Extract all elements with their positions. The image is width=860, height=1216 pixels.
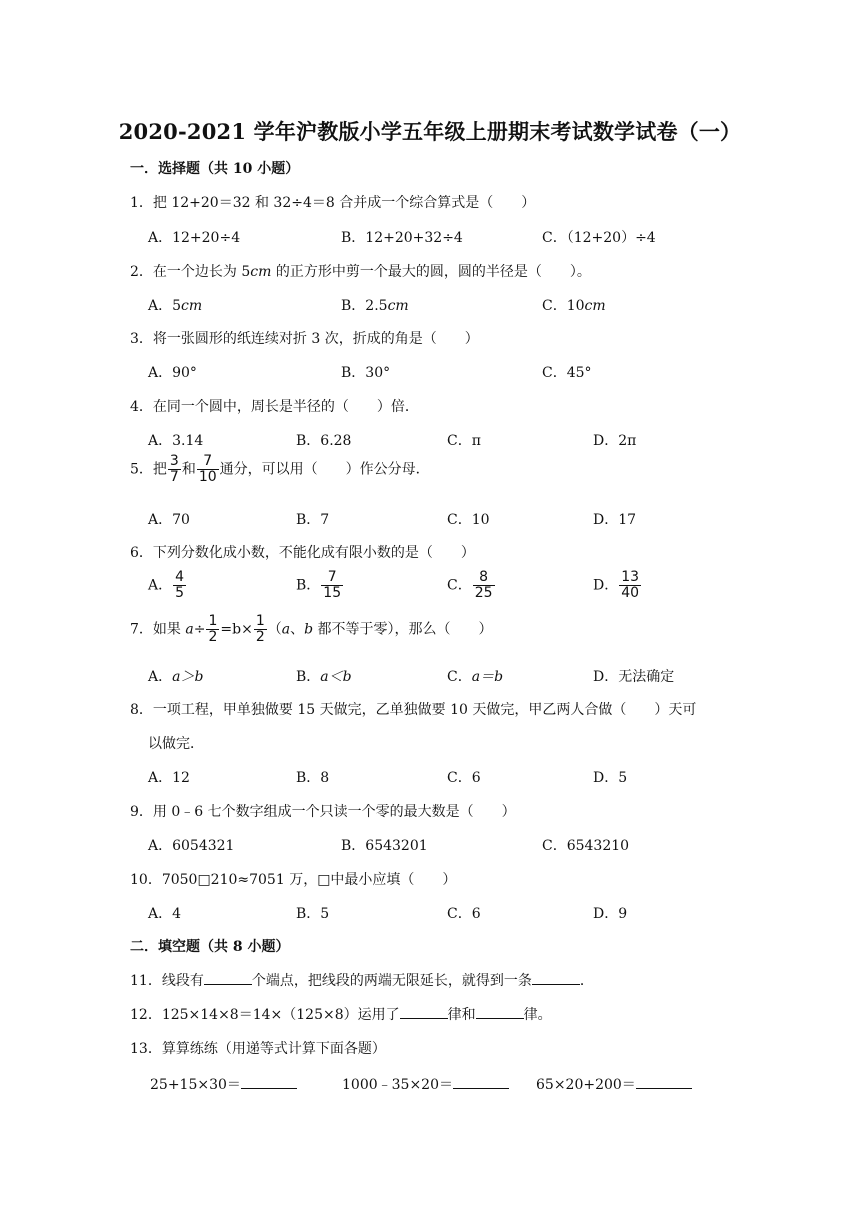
q5-option-c: C．10 [447, 512, 490, 528]
q10-option-a: A．4 [148, 906, 182, 922]
question-2 [130, 261, 591, 281]
question-5: 5．把 $\frac{3}{7}$ 和 $\frac{7}{10}$ 通分，可以用（ ）作公分母． [130, 453, 430, 485]
section-heading-fill: 二．填空题（共 8 小题） [130, 939, 290, 955]
q10-option-d: D．9 [593, 906, 628, 922]
q1-option-b: B．12+20+32÷4 [341, 230, 463, 246]
q9-option-a: A．6054321 [148, 838, 235, 854]
question-8-line1: 8．一项工程，甲单独做要 15 天做完，乙单独做要 10 天做完，甲乙两人合做（ ）天可 [130, 702, 697, 718]
question-9: 9．用 0﹣6 七个数字组成一个只读一个零的最大数是（ ） [130, 804, 516, 820]
q6-option-a: A． $\frac{4}{5}$ [148, 569, 185, 601]
q4-option-a: A．3.14 [148, 433, 204, 449]
answer-blank [204, 972, 252, 985]
q10-option-b: B．5 [296, 906, 330, 922]
q13-expression-3: 65×20+200＝ [536, 1074, 692, 1094]
q2-unit: cm [250, 264, 272, 280]
question-11: 11．线段有 个端点，把线段的两端无限延长，就得到一条 ． [130, 973, 594, 989]
q3-option-a: A．90° [148, 365, 197, 381]
section-heading-choice: 一．选择题（共 10 小题） [130, 161, 300, 177]
question-13: 13．算算练练（用递等式计算下面各题） [130, 1041, 386, 1057]
fraction-3-7: $\frac{3}{7}$ [169, 453, 179, 485]
fraction-7-10: $\frac{7}{10}$ [198, 453, 217, 485]
question-7: 7．如果 a÷ $\frac{1}{2}$ =b× $\frac{1}{2}$ （a、b 都不等于零），那么（ ） [130, 613, 493, 645]
q7-option-a: A．a＞b [148, 669, 204, 685]
question-1: 1．把 12+20＝32 和 32÷4＝8 合并成一个综合算式是（ ） [130, 195, 536, 211]
question-8-line2: 以做完． [148, 736, 204, 752]
q13-expression-1: 25+15×30＝ [150, 1074, 297, 1094]
question-10: 10．7050□210≈7051 万，□中最小应填（ ） [130, 872, 457, 888]
q6-option-c: C． $\frac{8}{25}$ [447, 569, 493, 601]
q13-expression-2: 1000﹣35×20＝ [342, 1074, 509, 1094]
page-title: 2020-2021 学年沪教版小学五年级上册期末考试数学试卷（一） [118, 119, 742, 144]
answer-blank [400, 1006, 448, 1019]
q5-option-d: D．17 [593, 512, 637, 528]
q2-option-b: B．2.5cm [341, 298, 409, 314]
q2-option-a: A．5cm [148, 298, 203, 314]
answer-blank [636, 1076, 692, 1089]
question-4: 4．在同一个圆中，周长是半径的（ ）倍． [130, 399, 419, 415]
q9-option-c: C．6543210 [542, 838, 630, 854]
answer-blank [453, 1076, 509, 1089]
q3-option-c: C．45° [542, 365, 592, 381]
q8-option-b: B．8 [296, 770, 330, 786]
q4-option-c: C．π [447, 433, 481, 449]
q1-option-c: C．（12+20）÷4 [542, 230, 656, 246]
q1-option-a: A．12+20÷4 [148, 230, 241, 246]
q2-option-c: C．10cm [542, 298, 606, 314]
q2-text-post: 的正方形中剪一个最大的圆，圆的半径是（ ）。 [271, 264, 591, 280]
q8-option-d: D．5 [593, 770, 628, 786]
q7-option-b: B．a＜b [296, 669, 352, 685]
q7-option-c: C．a＝b [447, 669, 504, 685]
q5-option-a: A．70 [148, 512, 190, 528]
question-3: 3．将一张圆形的纸连续对折 3 次，折成的角是（ ） [130, 331, 479, 347]
q5-option-b: B．7 [296, 512, 330, 528]
answer-blank [241, 1076, 297, 1089]
q3-option-b: B．30° [341, 365, 391, 381]
q2-text-pre: 2．在一个边长为 5 [130, 264, 251, 280]
answer-blank [476, 1006, 524, 1019]
q6-option-b: B． $\frac{7}{15}$ [296, 569, 342, 601]
q8-option-a: A．12 [148, 770, 190, 786]
q6-option-d: D． $\frac{13}{40}$ [593, 569, 640, 601]
q4-option-d: D．2π [593, 433, 637, 449]
q7-option-d: D．无法确定 [593, 669, 675, 685]
question-6: 6．下列分数化成小数，不能化成有限小数的是（ ） [130, 545, 475, 561]
q4-option-b: B．6.28 [296, 433, 352, 449]
q10-option-c: C．6 [447, 906, 481, 922]
question-12: 12．125×14×8＝14×（125×8）运用了 律和 律。 [130, 1007, 552, 1023]
answer-blank [532, 972, 580, 985]
q8-option-c: C．6 [447, 770, 481, 786]
q9-option-b: B．6543201 [341, 838, 428, 854]
